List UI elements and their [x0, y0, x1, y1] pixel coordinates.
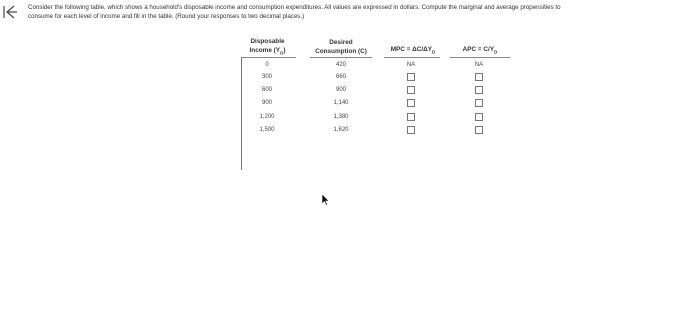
header-desired-consumption [310, 38, 372, 56]
cell-consumption: 1,380 [333, 114, 349, 120]
apc-answer-field[interactable] [475, 73, 483, 81]
apc-answer-field[interactable] [475, 86, 483, 94]
header-rule-apc [450, 57, 510, 58]
header-rule-income [241, 57, 296, 58]
prompt-line-2: consume for each level of income and fill in the table. (Round your responses to two decimal places.) [28, 13, 305, 20]
cell-apc-na: NA [474, 62, 484, 68]
mpc-answer-field[interactable] [407, 73, 415, 81]
header-income-line-1: Disposable [250, 38, 285, 45]
cell-consumption: 1,620 [333, 127, 349, 133]
mpc-answer-field[interactable] [407, 113, 415, 121]
header-disposable-income [240, 37, 295, 57]
cell-mpc-na: NA [406, 62, 416, 68]
header-apc: APC = $C/Y_D$ [462, 46, 498, 55]
mpc-answer-field[interactable] [407, 86, 415, 94]
apc-answer-field[interactable] [475, 126, 483, 134]
cell-income: 1,500 [259, 127, 275, 133]
header-income-line-2: Income $(Y_D)$ [249, 47, 286, 56]
header-mpc: MPC = $\Delta C/\Delta Y_D$ [390, 46, 436, 55]
apc-answer-field[interactable] [475, 113, 483, 121]
header-consumption-line-1: Desired [329, 39, 353, 46]
cell-income: 900 [261, 100, 272, 106]
cell-income: 0 [265, 62, 269, 68]
back-arrow-icon[interactable] [2, 4, 18, 20]
mpc-answer-field[interactable] [407, 99, 415, 107]
mouse-pointer-icon [322, 194, 330, 206]
cell-income: 600 [261, 87, 272, 93]
cell-consumption: 900 [335, 87, 346, 93]
cell-consumption: 660 [335, 74, 346, 80]
question-prompt [28, 3, 698, 21]
table-left-rule [241, 58, 242, 170]
cell-consumption: 420 [335, 62, 346, 68]
header-rule-consumption [310, 57, 372, 58]
apc-answer-field[interactable] [475, 99, 483, 107]
prompt-line-1: Consider the following table, which shows a household's disposable income and consumption expenditures. All values are expressed in dollars. Compute the marginal and average propensities to [28, 4, 561, 11]
cell-income: 1,200 [259, 114, 275, 120]
header-rule-mpc [384, 57, 440, 58]
cell-income: 300 [261, 74, 272, 80]
header-consumption-line-2: Consumption (C) [315, 48, 367, 55]
cell-consumption: 1,140 [333, 100, 349, 106]
mpc-answer-field[interactable] [407, 126, 415, 134]
